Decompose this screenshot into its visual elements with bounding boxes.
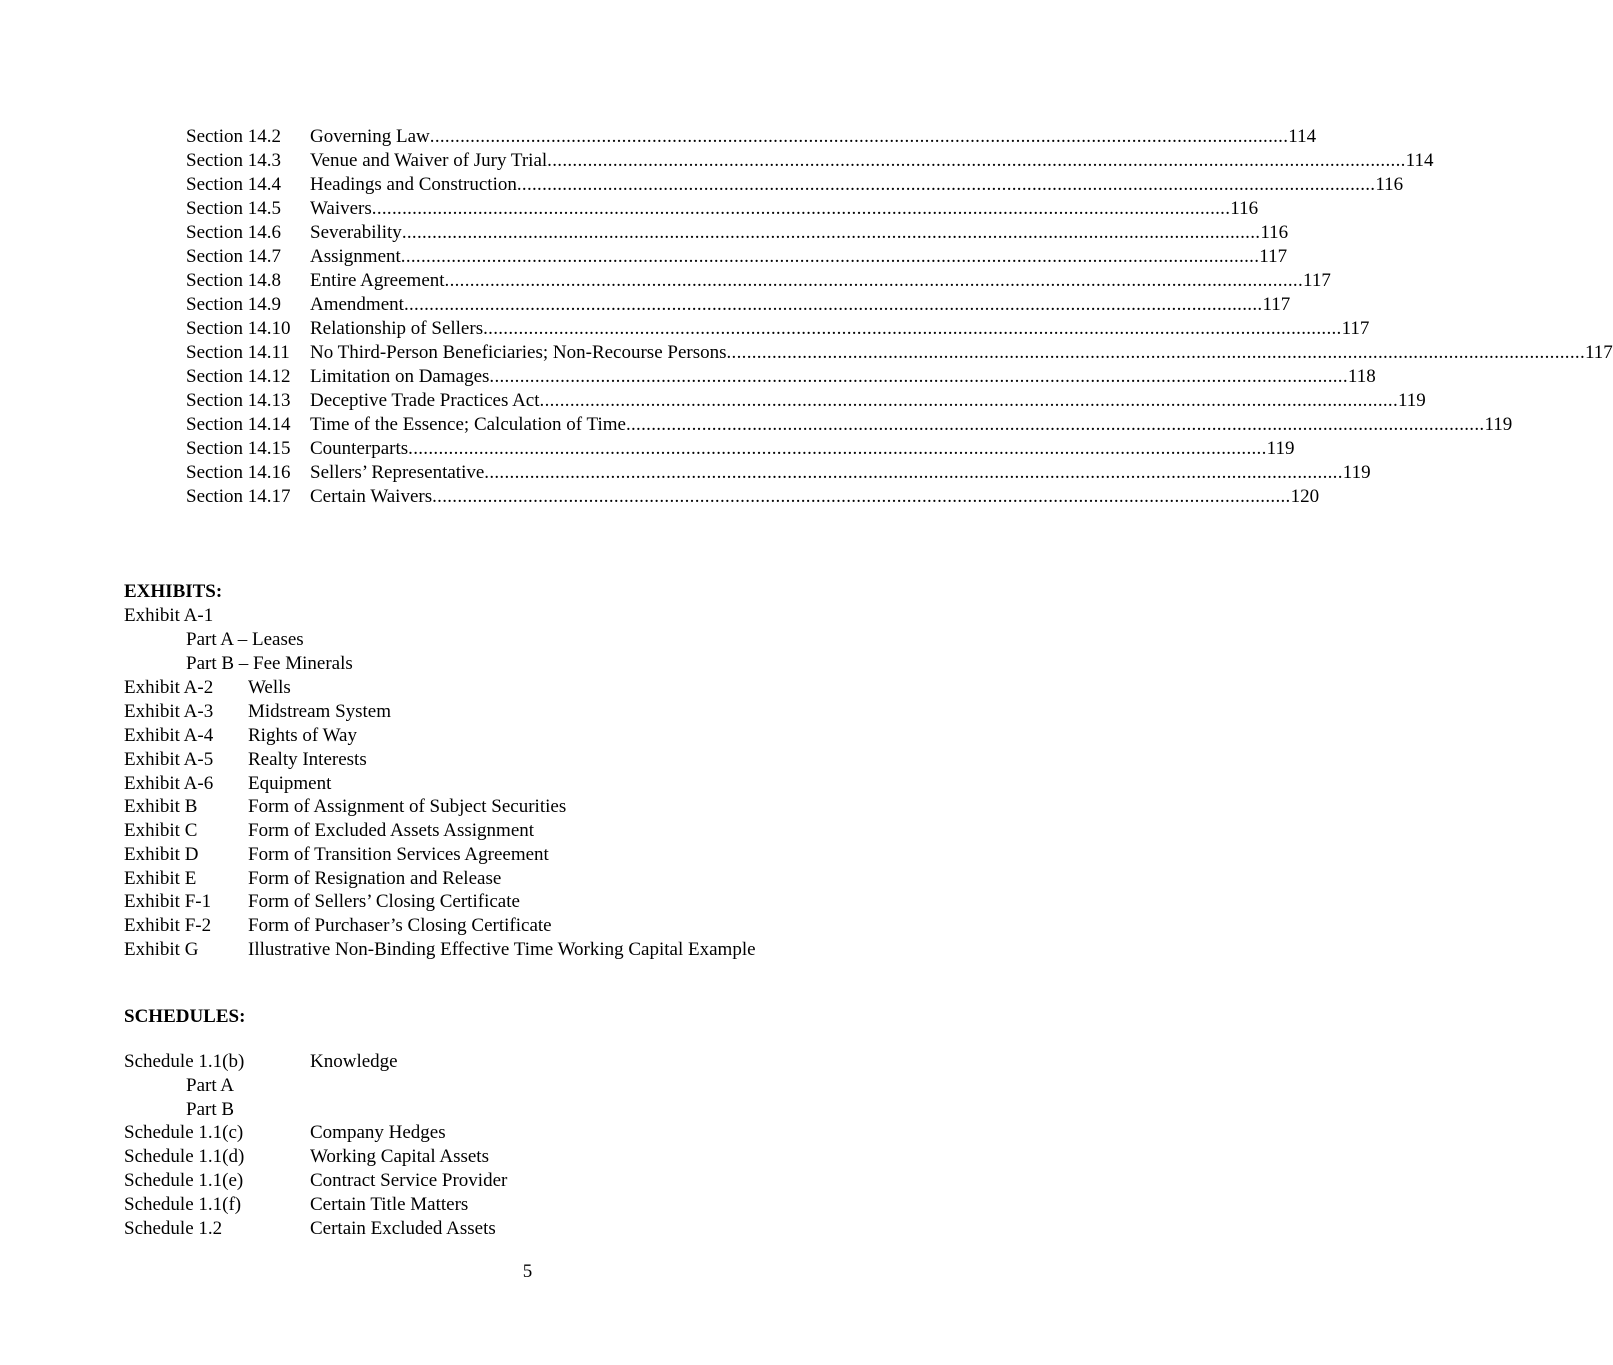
toc-section-number: Section 14.16	[186, 462, 291, 483]
toc-title: Deceptive Trade Practices Act	[310, 390, 540, 411]
exhibit-row	[0, 772, 1055, 796]
toc-section-number: Section 14.13	[186, 390, 291, 411]
toc-entry	[186, 341, 1613, 365]
toc-section-number: Section 14.7	[186, 246, 281, 267]
schedule-part: Part B	[186, 1099, 235, 1120]
schedule-id: Schedule 1.2	[124, 1218, 223, 1239]
toc-title: No Third-Person Beneficiaries; Non-Recourse Persons	[310, 342, 727, 363]
toc-leader-dots: ..........................................................................................................................................................................	[625, 414, 1485, 435]
toc-entry	[186, 461, 1371, 485]
exhibit-title: Form of Resignation and Release	[248, 868, 502, 889]
schedule-row	[0, 1145, 1055, 1169]
schedule-title: Working Capital Assets	[310, 1146, 489, 1167]
toc-section-number: Section 14.3	[186, 150, 281, 171]
toc-section-number: Section 14.15	[186, 438, 291, 459]
toc-section-number: Section 14.8	[186, 270, 281, 291]
toc-title: Counterparts	[310, 438, 409, 459]
toc-leader-dots: ..........................................................................................................................................................................	[400, 246, 1260, 267]
toc-entry	[186, 125, 1317, 149]
toc-page-number: 117	[1303, 270, 1331, 291]
schedule-title: Certain Title Matters	[310, 1194, 469, 1215]
toc-leader-dots: ..........................................................................................................................................................................	[484, 462, 1343, 483]
exhibit-row	[0, 890, 1055, 914]
schedule-title: Contract Service Provider	[310, 1170, 508, 1191]
toc-leader-dots: ..........................................................................................................................................................................	[483, 318, 1342, 339]
toc-entry	[186, 413, 1513, 437]
toc-entry	[186, 437, 1295, 461]
toc-entry	[186, 149, 1434, 173]
schedule-id: Schedule 1.1(b)	[124, 1051, 245, 1072]
toc-leader-dots: ..........................................................................................................................................................................	[403, 294, 1263, 315]
exhibit-id: Exhibit A-4	[124, 725, 214, 746]
toc-page-number: 120	[1290, 486, 1320, 507]
exhibit-id: Exhibit A-6	[124, 773, 214, 794]
toc-section-number: Section 14.12	[186, 366, 291, 387]
toc-title: Time of the Essence; Calculation of Time	[310, 414, 626, 435]
toc-entry	[186, 173, 1404, 197]
toc-entry	[186, 293, 1291, 317]
toc-entry	[186, 197, 1259, 221]
toc-page-number: 114	[1405, 150, 1434, 171]
exhibits-heading: EXHIBITS:	[124, 581, 223, 602]
exhibit-title: Form of Purchaser’s Closing Certificate	[248, 915, 552, 936]
exhibit-title: Form of Sellers’ Closing Certificate	[248, 891, 520, 912]
exhibit-id: Exhibit B	[124, 796, 198, 817]
exhibit-id: Exhibit G	[124, 939, 199, 960]
toc-title: Waivers	[310, 198, 372, 219]
toc-page-number: 119	[1342, 462, 1371, 483]
toc-section-number: Section 14.5	[186, 198, 281, 219]
toc-page-number: 119	[1484, 414, 1513, 435]
toc-section-number: Section 14.4	[186, 174, 281, 195]
exhibit-id: Exhibit A-1	[124, 605, 214, 626]
toc-page-number: 116	[1375, 174, 1404, 195]
exhibit-row	[0, 843, 1055, 867]
exhibit-row	[0, 676, 1055, 700]
toc-section-number: Section 14.2	[186, 126, 281, 147]
exhibit-id: Exhibit E	[124, 868, 197, 889]
exhibit-title: Realty Interests	[248, 749, 367, 770]
schedule-title: Certain Excluded Assets	[310, 1218, 496, 1239]
toc-title: Governing Law	[310, 126, 430, 147]
schedule-title: Company Hedges	[310, 1122, 446, 1143]
toc-title: Entire Agreement	[310, 270, 445, 291]
toc-entry	[186, 245, 1288, 269]
toc-page-number: 116	[1260, 222, 1289, 243]
toc-title: Certain Waivers	[310, 486, 433, 507]
toc-page-number: 119	[1398, 390, 1426, 411]
schedule-row	[0, 1217, 1055, 1241]
exhibit-row	[0, 914, 1055, 938]
exhibit-title: Equipment	[248, 773, 332, 794]
toc-leader-dots: ..........................................................................................................................................................................	[429, 126, 1289, 147]
toc-page-number: 118	[1347, 366, 1376, 387]
exhibit-title: Wells	[248, 677, 291, 698]
toc-entry	[186, 365, 1376, 389]
toc-page-number: 119	[1266, 438, 1295, 459]
exhibit-part: Part A – Leases	[186, 629, 304, 650]
toc-section-number: Section 14.14	[186, 414, 291, 435]
toc-title: Relationship of Sellers	[310, 318, 484, 339]
exhibit-title: Form of Excluded Assets Assignment	[248, 820, 535, 841]
toc-leader-dots: ..........................................................................................................................................................................	[401, 222, 1261, 243]
toc-entry	[186, 317, 1370, 341]
toc-leader-dots: ..........................................................................................................................................................................	[539, 390, 1399, 411]
exhibit-row	[0, 819, 1055, 843]
schedule-row	[0, 1121, 1055, 1145]
toc-title: Sellers’ Representative	[310, 462, 485, 483]
exhibit-title: Illustrative Non-Binding Effective Time Working Capital Example	[248, 939, 756, 960]
schedule-id: Schedule 1.1(f)	[124, 1194, 242, 1215]
schedule-row	[0, 1193, 1055, 1217]
exhibit-id: Exhibit F-2	[124, 915, 212, 936]
exhibit-id: Exhibit F-1	[124, 891, 212, 912]
page-number: 5	[522, 1261, 533, 1282]
schedule-id: Schedule 1.1(d)	[124, 1146, 245, 1167]
exhibit-row	[0, 938, 1055, 962]
schedule-row	[0, 1169, 1055, 1193]
exhibit-id: Exhibit D	[124, 844, 199, 865]
toc-page-number: 117	[1259, 246, 1288, 267]
toc-title: Venue and Waiver of Jury Trial	[310, 150, 548, 171]
toc-page-number: 117	[1585, 342, 1613, 363]
schedule-part: Part A	[186, 1075, 235, 1096]
toc-leader-dots: ..........................................................................................................................................................................	[408, 438, 1267, 459]
schedule-id: Schedule 1.1(e)	[124, 1170, 244, 1191]
toc-title: Headings and Construction	[310, 174, 517, 195]
exhibit-part: Part B – Fee Minerals	[186, 653, 353, 674]
toc-title: Assignment	[310, 246, 401, 267]
toc-leader-dots: ..........................................................................................................................................................................	[444, 270, 1304, 291]
toc-section-number: Section 14.11	[186, 342, 290, 363]
toc-section-number: Section 14.6	[186, 222, 281, 243]
toc-section-number: Section 14.9	[186, 294, 281, 315]
exhibit-title: Rights of Way	[248, 725, 357, 746]
toc-page-number: 116	[1230, 198, 1259, 219]
toc-title: Amendment	[310, 294, 404, 315]
toc-section-number: Section 14.10	[186, 318, 291, 339]
toc-entry	[186, 221, 1289, 245]
toc-page-number: 117	[1262, 294, 1291, 315]
toc-page-number: 117	[1341, 318, 1370, 339]
exhibit-row	[0, 795, 1055, 819]
toc-leader-dots: ..........................................................................................................................................................................	[516, 174, 1376, 195]
toc-entry	[186, 269, 1331, 293]
toc-title: Limitation on Damages	[310, 366, 490, 387]
schedule-row	[0, 1050, 1055, 1074]
toc-entry	[186, 389, 1426, 413]
toc-section-number: Section 14.17	[186, 486, 291, 507]
toc-leader-dots: ..........................................................................................................................................................................	[371, 198, 1231, 219]
exhibit-id: Exhibit A-3	[124, 701, 214, 722]
exhibit-title: Form of Assignment of Subject Securities	[248, 796, 567, 817]
exhibit-id: Exhibit A-2	[124, 677, 214, 698]
exhibit-id: Exhibit C	[124, 820, 198, 841]
toc-page-number: 114	[1288, 126, 1317, 147]
exhibit-id: Exhibit A-5	[124, 749, 214, 770]
toc-entry	[186, 485, 1320, 509]
toc-leader-dots: ..........................................................................................................................................................................	[432, 486, 1291, 507]
exhibit-row	[0, 748, 1055, 772]
exhibit-row	[0, 867, 1055, 891]
schedule-id: Schedule 1.1(c)	[124, 1122, 244, 1143]
toc-leader-dots: ..........................................................................................................................................................................	[489, 366, 1348, 387]
toc-leader-dots: ..........................................................................................................................................................................	[726, 342, 1585, 363]
toc-leader-dots: ..........................................................................................................................................................................	[547, 150, 1406, 171]
exhibit-title: Midstream System	[248, 701, 392, 722]
schedule-title: Knowledge	[310, 1051, 398, 1072]
schedules-heading: SCHEDULES:	[124, 1006, 246, 1027]
exhibit-row	[0, 724, 1055, 748]
exhibit-title: Form of Transition Services Agreement	[248, 844, 549, 865]
toc-title: Severability	[310, 222, 402, 243]
exhibit-row	[0, 700, 1055, 724]
